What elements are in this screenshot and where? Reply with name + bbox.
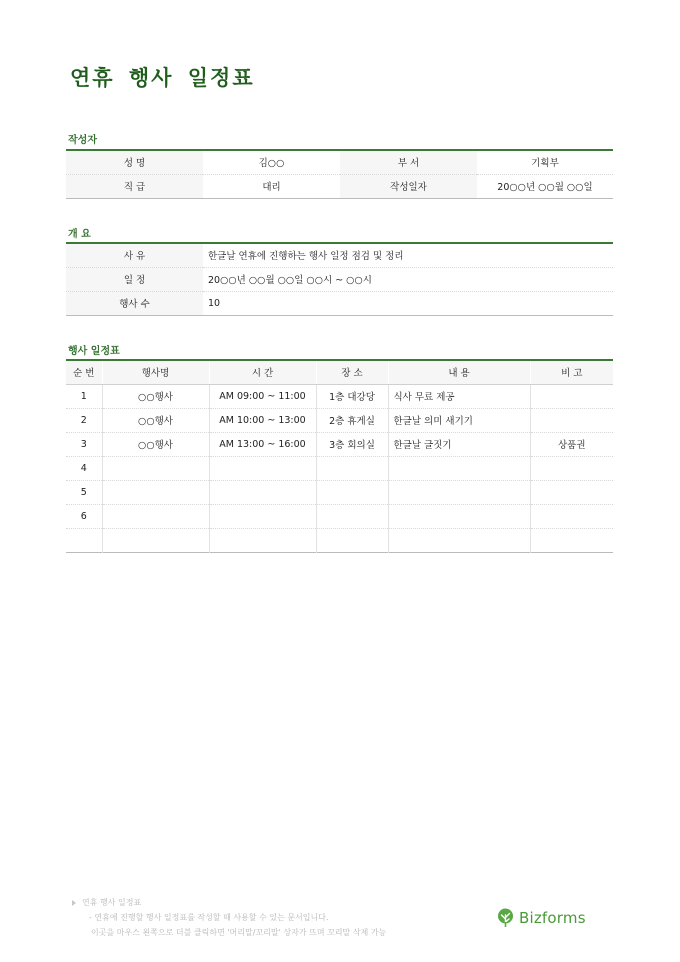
time-cell [209,480,316,504]
reason-value: 한글날 연휴에 진행하는 행사 일정 점검 및 정리 [203,243,613,267]
schedule-section-title: 행사 일정표 [68,346,120,357]
table-row [66,408,613,432]
schedule-label: 일 정 [66,267,203,291]
note-cell [530,408,613,432]
column-header: 비 고 [530,360,613,384]
row-number-cell: 5 [66,480,102,504]
event-name-cell: ○○행사 [102,432,209,456]
event-count-label: 행사 수 [66,291,203,315]
overview-row [66,267,613,291]
reason-label: 사 유 [66,243,203,267]
schedule-body [66,384,613,552]
footer-description: - 연휴에 진행할 행사 일정표를 작성할 때 사용할 수 있는 문서입니다. [89,913,329,922]
name-value: 김○○ [203,150,340,174]
location-cell [316,504,388,528]
location-cell: 1층 대강당 [316,384,388,408]
author-row [66,150,613,174]
overview-row [66,243,613,267]
schedule-table [66,359,613,553]
location-cell [316,480,388,504]
author-section-title: 작성자 [68,135,97,146]
table-row [66,528,613,552]
department-value: 기획부 [477,150,613,174]
column-header: 장 소 [316,360,388,384]
name-label: 성 명 [66,150,203,174]
column-header: 내 용 [388,360,530,384]
time-cell [209,504,316,528]
bullet-arrow-icon [72,900,76,906]
column-header: 순 번 [66,360,102,384]
location-cell: 2층 휴게실 [316,408,388,432]
event-name-cell: ○○행사 [102,408,209,432]
row-number-cell: 1 [66,384,102,408]
schedule-value: 20○○년 ○○월 ○○일 ○○시 ~ ○○시 [203,267,613,291]
content-cell [388,456,530,480]
note-cell [530,456,613,480]
overview-row [66,291,613,315]
time-cell: AM 10:00 ~ 13:00 [209,408,316,432]
row-number-cell: 2 [66,408,102,432]
event-name-cell: ○○행사 [102,384,209,408]
content-cell [388,528,530,552]
content-cell [388,504,530,528]
row-number-cell: 6 [66,504,102,528]
time-cell [209,456,316,480]
content-cell [388,480,530,504]
location-cell: 3층 회의실 [316,432,388,456]
bizforms-logo [496,908,586,928]
note-cell [530,528,613,552]
column-header: 행사명 [102,360,209,384]
event-name-cell [102,528,209,552]
table-row [66,384,613,408]
footer-hint: 이곳을 마우스 왼쪽으로 더블 클릭하면 '머리말/꼬리말' 상자가 뜨며 꼬리말 삭제 가능 [91,928,387,937]
content-cell: 식사 무료 제공 [388,384,530,408]
date-label: 작성일자 [340,174,477,198]
note-cell [530,504,613,528]
time-cell: AM 09:00 ~ 11:00 [209,384,316,408]
logo-text: Bizforms [519,909,586,927]
note-cell [530,384,613,408]
event-count-value: 10 [208,297,221,309]
time-cell [209,528,316,552]
author-table [66,149,613,199]
table-row [66,432,613,456]
event-name-cell [102,480,209,504]
row-number-cell: 4 [66,456,102,480]
overview-table [66,242,613,316]
content-cell: 한글날 글짓기 [388,432,530,456]
footer-title: 연휴 행사 일정표 [82,898,142,907]
table-row [66,504,613,528]
event-name-cell [102,456,209,480]
time-cell: AM 13:00 ~ 16:00 [209,432,316,456]
location-cell [316,528,388,552]
content-cell: 한글날 의미 새기기 [388,408,530,432]
row-number-cell [66,528,102,552]
location-cell [316,456,388,480]
author-row [66,174,613,198]
schedule-header-row [66,360,613,384]
event-name-cell [102,504,209,528]
row-number-cell: 3 [66,432,102,456]
note-cell [530,480,613,504]
department-label: 부 서 [340,150,477,174]
note-cell: 상품권 [530,432,613,456]
table-row [66,456,613,480]
table-row [66,480,613,504]
rank-label: 직 급 [66,174,203,198]
rank-value: 대리 [262,182,281,193]
date-value: 20○○년 ○○월 ○○일 [497,182,593,193]
page-footer [72,895,386,940]
column-header: 시 간 [209,360,316,384]
document-title: 연휴 행사 일정표 [70,66,255,90]
tree-icon [496,908,515,928]
overview-section-title: 개 요 [68,229,91,240]
